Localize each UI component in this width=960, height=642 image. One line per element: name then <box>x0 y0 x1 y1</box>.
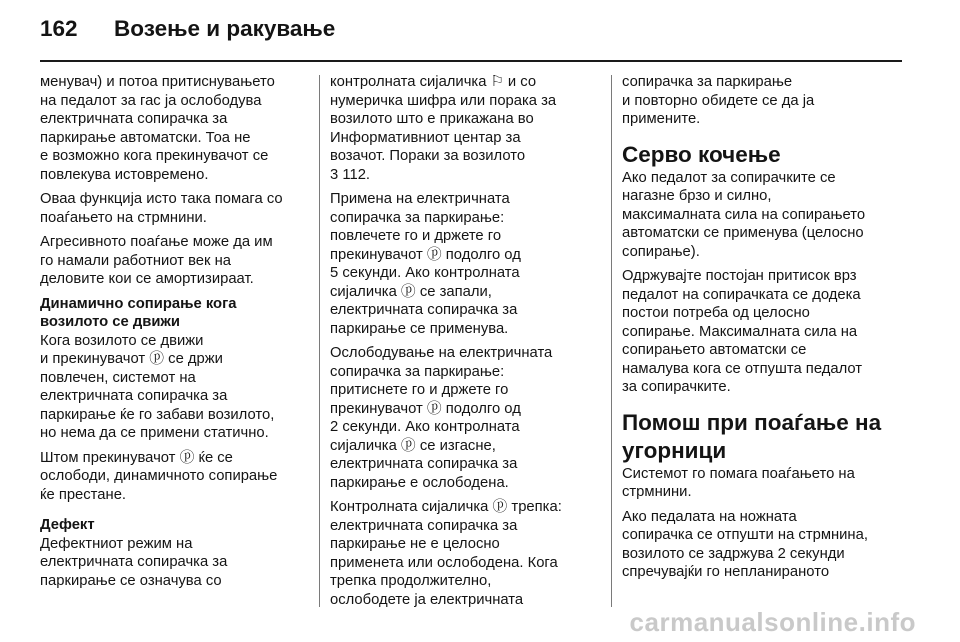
paragraph: Агресивното поаѓање може да им го намали работниот век на деловите кои се амортизираат. <box>40 234 273 287</box>
paragraph: Кога возилото се движи и прекинувачот ⓟ се држи повлечен, системот на електричната сопирачка за паркирање ќе го забави возилото, но нема да се примени статично. <box>40 332 275 441</box>
paragraph: Контролната сијаличка ⓟ трепка: електричната сопирачка за паркирање не е целосно применета или ослободена. Кога трепка продолжително, ослободете ја електричната <box>330 499 562 608</box>
column-left <box>40 73 312 596</box>
paragraph: Штом прекинувачот ⓟ ќе се ослободи, динамичното сопирање ќе престане. <box>40 449 278 503</box>
column-middle <box>330 73 602 615</box>
paragraph: Системот го помага поаѓањето на стрмнини. <box>622 465 855 500</box>
paragraph: контролната сијаличка ⚐ и со нумеричка шифра или порака за возилото што е прикажана во Информативниот центар за возачот. Пораки за возилото 3 112. <box>330 74 557 183</box>
paragraph: Оваа функција исто така помага со поаѓањето на стрмнини. <box>40 191 283 226</box>
watermark: carmanualsonline.info <box>629 607 916 637</box>
page-title: Возење и ракување <box>114 16 336 41</box>
subheading-dynamic-braking: Динамично сопирање кога возилото се движи <box>40 295 237 330</box>
paragraph: Примена на електричната сопирачка за паркирање: повлечете го и држете го прекинувачот ⓟ подолго од 5 секунди. Ако контролната сијаличка ⓟ се запали, електричната сопирачка за паркирање се применува. <box>330 191 521 337</box>
paragraph: Ако педалата на ножната сопирачка се отпушти на стрмнина, возилото се задржува 2 секунди спречувајќи го непланираното <box>622 508 868 580</box>
column-right <box>622 73 894 588</box>
paragraph: менувач) и потоа притиснувањето на педалот за гас ја ослободува електричната сопирачка за паркирање автоматски. Тоа не е возможно кога прекинувачот се повлекува истовремено. <box>40 74 275 183</box>
heading-hill-start-assist: Помош при поаѓање на угорници <box>622 409 882 463</box>
paragraph: Ослободување на електричната сопирачка за паркирање: притиснете го и држете го прекинувачот ⓟ подолго од 2 секунди. Ако контролната сијаличка ⓟ се изгасне, електричната сопирачка за паркирање е ослободена. <box>330 345 553 491</box>
header-rule <box>40 60 902 62</box>
paragraph: сопирачка за паркирање и повторно обидете се да ја примените. <box>622 74 815 127</box>
page-number: 162 <box>40 16 78 41</box>
column-divider <box>611 75 612 607</box>
paragraph: Одржувајте постојан притисок врз педалот на сопирачката се додека постои потреба од целосно сопирање. Максималната сила на сопирањето автоматски се намалува кога се отпушта педалот за сопирачките. <box>622 268 863 395</box>
subheading-fault: Дефект <box>40 517 95 533</box>
paragraph: Ако педалот за сопирачките се нагазне брзо и силно, максималната сила на сопирањето автоматски се применува (целосно сопирање). <box>622 169 866 260</box>
heading-servo-braking: Серво кочење <box>622 141 781 167</box>
column-divider <box>319 75 320 607</box>
paragraph: Дефектниот режим на електричната сопирачка за паркирање се означува со <box>40 535 228 589</box>
